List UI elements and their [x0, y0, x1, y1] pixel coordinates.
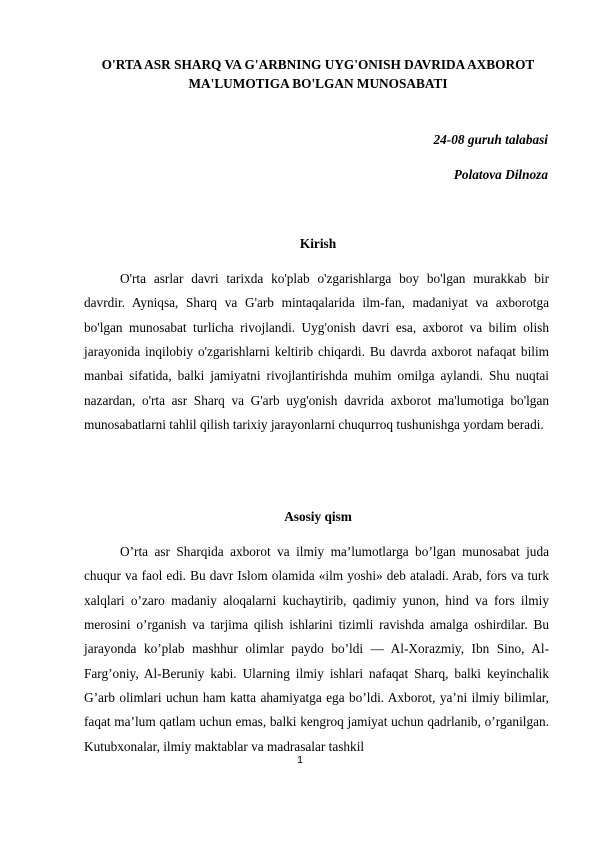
page-number: 1 — [297, 754, 303, 766]
title-line-1: O'RTA ASR SHARQ VA G'ARBNING UYG'ONISH DAVRIDA AXBOROT — [101, 57, 535, 72]
section-paragraph-main: O’rta asr Sharqida axborot va ilmiy ma’lumotlarga bo’lgan munosabat juda chuqur va faol edi. Bu davr Islom olamida «ilm yoshi» deb ataladi. Arab, fors va turk xalqlari o’zaro madaniy aloqalarni kuchaytirib, qadimiy yunon, hind va fors ilmiy merosini o’rganish va tarjima qilish ishlarini tizimli ravishda amalga oshirdilar. Bu jarayonda ko’plab mashhur olimlar paydo bo’ldi — Al-Xorazmiy, Ibn Sino, Al-Farg’oniy, Al-Beruniy kabi. Ularning ilmiy ishlari nafaqat Sharq, balki keyinchalik G’arb olimlari uchun ham katta ahamiyatga ega bo’ldi. Axborot, ya’ni ilmiy bilimlar, faqat ma’lum qatlam uchun emas, balki kengroq jamiyat uchun qadrlanib, o’rganilgan. Kutubxonalar, ilmiy maktablar va madrasalar tashkil — [84, 544, 549, 754]
document-title — [60, 55, 576, 93]
author-name: Polatova Dilnoza — [453, 167, 548, 182]
section-heading-intro: Kirish — [299, 236, 337, 251]
title-line-2: MA'LUMOTIGA BO'LGAN MUNOSABATI — [188, 76, 448, 91]
section-paragraph-intro: O'rta asrlar davri tarixda ko'plab o'zgarishlarga boy bo'lgan murakkab bir davrdir. Ayniqsa, Sharq va G'arb mintaqalarida ilm-fan, madaniyat va axborotga bo'lgan munosabat turlicha rivojlandi. Uyg'onish davri esa, axborot va bilim olish jarayonida inqilobiy o'zgarishlarni keltirib chiqardi. Bu davrda axborot nafaqat bilim manbai sifatida, balki jamiyatni rivojlantirishda muhim omilga aylandi. Shu nuqtai nazardan, o'rta asr Sharq va G'arb uyg'onish davrida axborot ma'lumotiga bo'lgan munosabatlarni tahlil qilish tarixiy jarayonlarni chuqurroq tushunishga yordam beradi. — [84, 271, 549, 433]
section-heading-main: Asosiy qism — [284, 509, 352, 524]
author-group: 24-08 guruh talabasi — [433, 132, 548, 147]
